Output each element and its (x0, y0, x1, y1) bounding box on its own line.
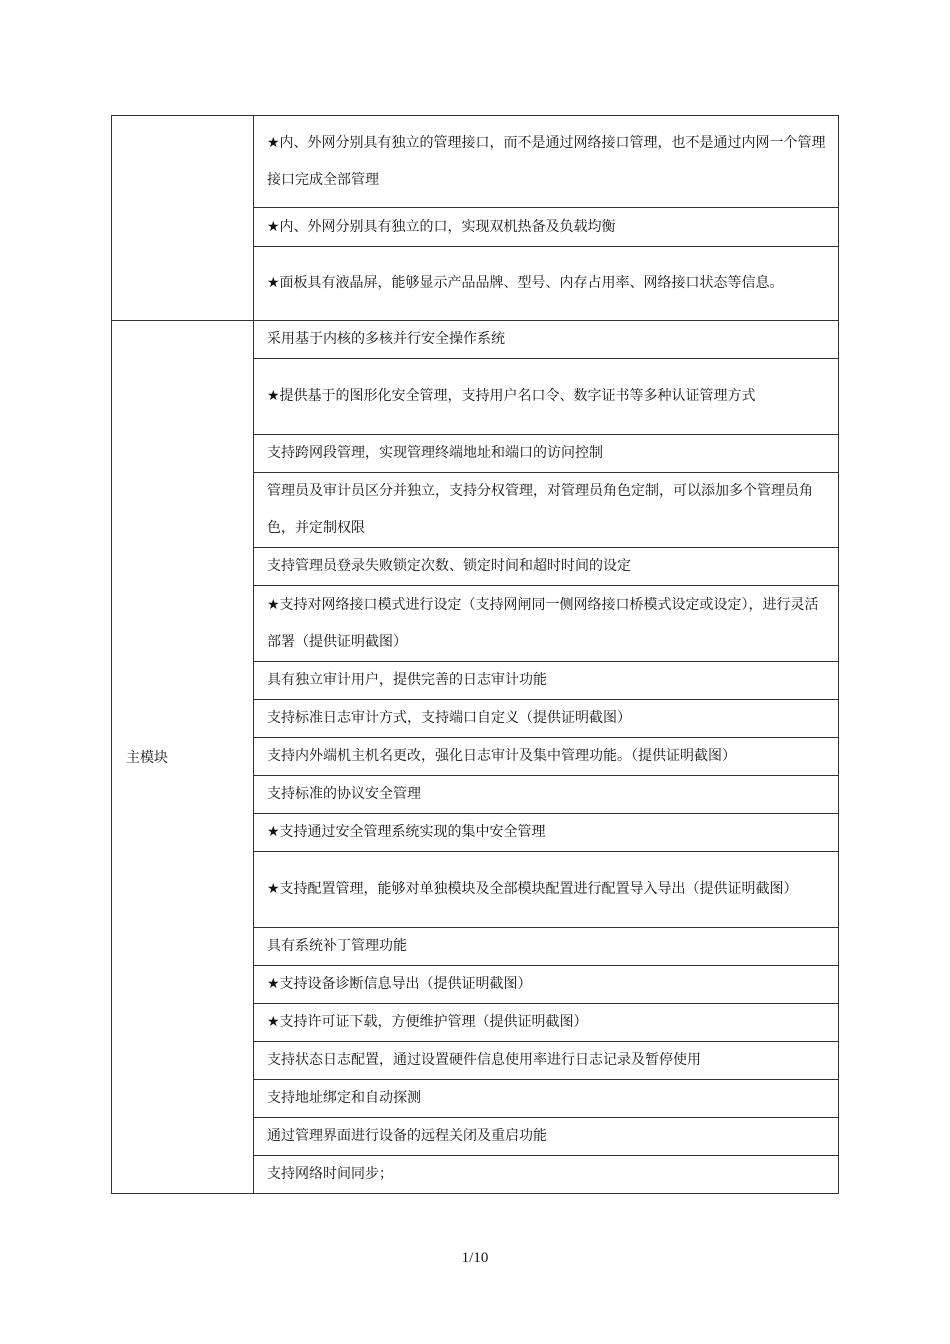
spec-item: ★支持设备诊断信息导出（提供证明截图） (254, 966, 839, 1004)
spec-item: ★支持许可证下载，方便维护管理（提供证明截图） (254, 1004, 839, 1042)
spec-table (111, 115, 839, 1194)
spec-item: 支持网络时间同步； (254, 1156, 839, 1194)
category-cell: 主模块 (112, 321, 254, 1194)
spec-item: 支持内外端机主机名更改，强化日志审计及集中管理功能。（提供证明截图） (254, 738, 839, 776)
spec-item: 支持标准的协议安全管理 (254, 776, 839, 814)
spec-item: ★支持配置管理，能够对单独模块及全部模块配置进行配置导入导出（提供证明截图） (254, 852, 839, 928)
spec-item: ★面板具有液晶屏，能够显示产品品牌、型号、内存占用率、网络接口状态等信息。 (254, 247, 839, 321)
spec-item: 支持管理员登录失败锁定次数、锁定时间和超时时间的设定 (254, 548, 839, 586)
spec-table-body (112, 116, 839, 1194)
spec-item: ★支持通过安全管理系统实现的集中安全管理 (254, 814, 839, 852)
page-number: 1/10 (461, 1250, 489, 1266)
spec-item: 通过管理界面进行设备的远程关闭及重启功能 (254, 1118, 839, 1156)
table-row (112, 116, 839, 208)
spec-item: 支持状态日志配置，通过设置硬件信息使用率进行日志记录及暂停使用 (254, 1042, 839, 1080)
spec-item: ★内、外网分别具有独立的管理接口，而不是通过网络接口管理，也不是通过内网一个管理接口完成全部管理 (254, 116, 839, 208)
spec-item: 具有系统补丁管理功能 (254, 928, 839, 966)
spec-item: 管理员及审计员区分并独立，支持分权管理，对管理员角色定制，可以添加多个管理员角色，并定制权限 (254, 473, 839, 548)
spec-item: 具有独立审计用户，提供完善的日志审计功能 (254, 662, 839, 700)
spec-item: ★支持对网络接口模式进行设定（支持网闸同一侧网络接口桥模式设定或设定），进行灵活部署（提供证明截图） (254, 586, 839, 662)
table-row (112, 321, 839, 359)
spec-item: 支持跨网段管理，实现管理终端地址和端口的访问控制 (254, 435, 839, 473)
spec-item: 采用基于内核的多核并行安全操作系统 (254, 321, 839, 359)
spec-item: ★内、外网分别具有独立的口，实现双机热备及负载均衡 (254, 208, 839, 247)
category-cell (112, 116, 254, 321)
spec-item: 支持标准日志审计方式，支持端口自定义（提供证明截图） (254, 700, 839, 738)
spec-item: 支持地址绑定和自动探测 (254, 1080, 839, 1118)
spec-item: ★提供基于的图形化安全管理，支持用户名口令、数字证书等多种认证管理方式 (254, 359, 839, 435)
